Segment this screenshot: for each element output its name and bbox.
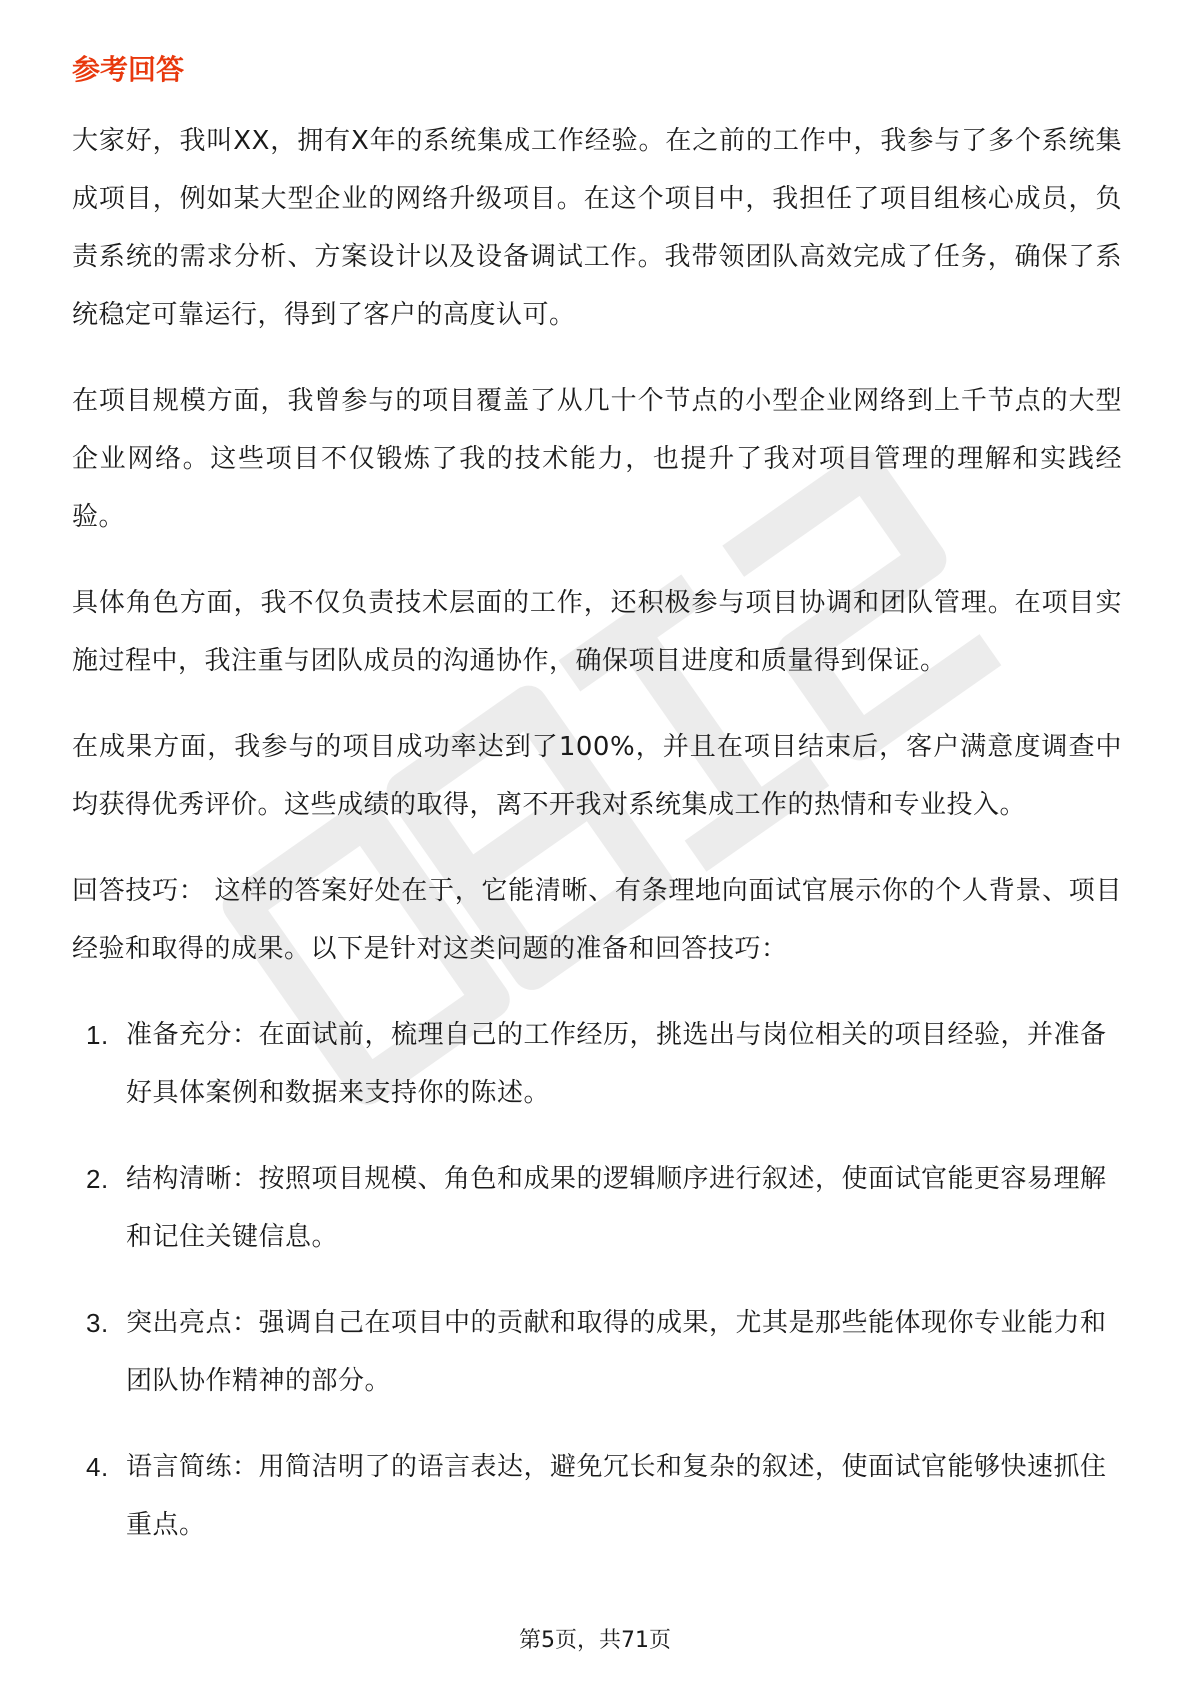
list-item-text: 准备充分：在面试前，梳理自己的工作经历，挑选出与岗位相关的项目经验，并准备好具体案例和数据来支持你的陈述。 [126,1020,1107,1108]
list-item-number: 2. [86,1164,109,1194]
list-item-number: 1. [86,1020,109,1050]
tips-list [72,1006,1122,1554]
answer-paragraph-role: 具体角色方面，我不仅负责技术层面的工作，还积极参与项目协调和团队管理。在项目实施过程中，我注重与团队成员的沟通协作，确保项目进度和质量得到保证。 [72,588,1122,676]
list-item-number: 3. [86,1308,109,1338]
answer-tips-intro: 回答技巧： 这样的答案好处在于，它能清晰、有条理地向面试官展示你的个人背景、项目经验和取得的成果。以下是针对这类问题的准备和回答技巧： [72,876,1122,964]
list-item [72,1438,1122,1554]
list-item [72,1150,1122,1266]
section-title: 参考回答 [72,53,185,86]
list-item-text: 突出亮点：强调自己在项目中的贡献和取得的成果，尤其是那些能体现你专业能力和团队协作精神的部分。 [126,1308,1107,1396]
list-item [72,1294,1122,1410]
list-item-text: 语言简练：用简洁明了的语言表达，避免冗长和复杂的叙述，使面试官能够快速抓住重点。 [126,1452,1107,1540]
answer-paragraph-results: 在成果方面，我参与的项目成功率达到了100%，并且在项目结束后，客户满意度调查中均获得优秀评价。这些成绩的取得，离不开我对系统集成工作的热情和专业投入。 [72,732,1122,820]
answer-paragraph-intro: 大家好，我叫XX，拥有X年的系统集成工作经验。在之前的工作中，我参与了多个系统集成项目，例如某大型企业的网络升级项目。在这个项目中，我担任了项目组核心成员，负责系统的需求分析、方案设计以及设备调试工作。我带领团队高效完成了任务，确保了系统稳定可靠运行，得到了客户的高度认可。 [72,126,1122,330]
list-item-text: 结构清晰：按照项目规模、角色和成果的逻辑顺序进行叙述，使面试官能更容易理解和记住关键信息。 [126,1164,1107,1252]
document-content [72,40,1122,1582]
list-item-number: 4. [86,1452,109,1482]
list-item [72,1006,1122,1122]
page-number-footer: 第5页，共71页 [519,1628,671,1653]
answer-paragraph-scale: 在项目规模方面，我曾参与的项目覆盖了从几十个节点的小型企业网络到上千节点的大型企业网络。这些项目不仅锻炼了我的技术能力，也提升了我对项目管理的理解和实践经验。 [72,386,1122,532]
